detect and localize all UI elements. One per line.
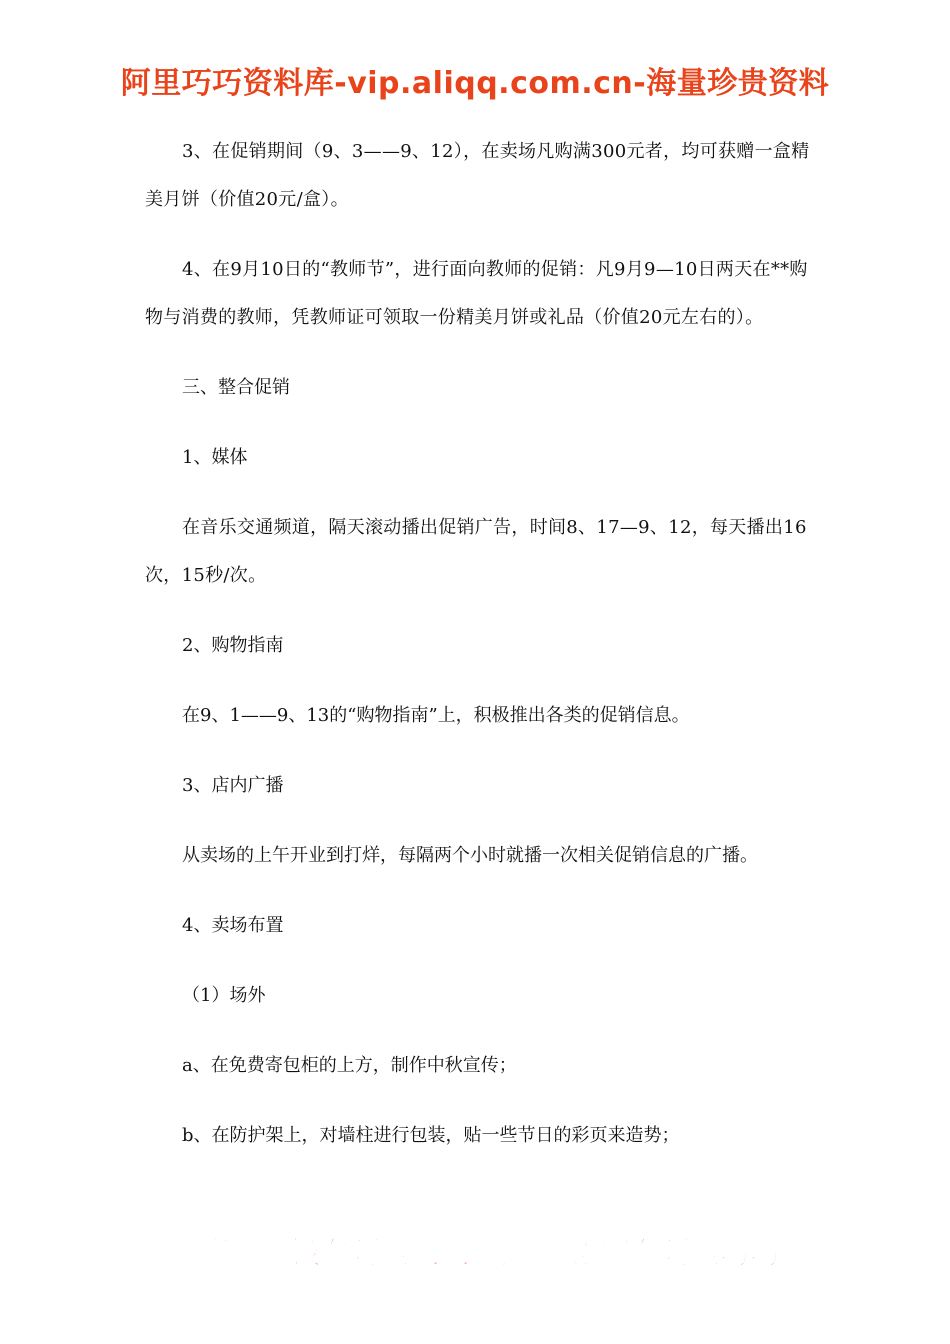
footer-banner: 靠商品赚钱在阿里巴巴 用智慧创富在阿里巧巧	[169, 1236, 781, 1271]
paragraph-shopping-guide: 在9、1——9、13的“购物指南”上，积极推出各类的促销信息。	[182, 705, 690, 726]
subheading-media: 1、媒体	[182, 447, 248, 468]
list-item-b: b、在防护架上，对墙柱进行包装，贴一些节日的彩页来造势；	[182, 1125, 680, 1146]
subheading-shopping-guide: 2、购物指南	[182, 635, 284, 656]
paragraph-promo-3: 3、在促销期间（9、3——9、12），在卖场凡购满300元者，均可获赠一盒精美月饼（价值20元/盒）。	[145, 141, 810, 210]
paragraph-media: 在音乐交通频道，隔天滚动播出促销广告，时间8、17—9、12，每天播出16次，15秒/次。	[145, 517, 807, 586]
subheading-store-layout: 4、卖场布置	[182, 915, 284, 936]
document-body	[145, 128, 810, 1182]
subheading-outdoor: （1）场外	[182, 985, 266, 1006]
paragraph-store-broadcast: 从卖场的上午开业到打烊，每隔两个小时就播一次相关促销信息的广播。	[182, 845, 758, 866]
header-banner: 阿里巧巧资料库-vip.aliqq.com.cn-海量珍贵资料	[120, 66, 830, 101]
subheading-store-broadcast: 3、店内广播	[182, 775, 284, 796]
paragraph-promo-4: 4、在9月10日的“教师节”，进行面向教师的促销：凡9月9—10日两天在**购物与消费的教师，凭教师证可领取一份精美月饼或礼品（价值20元左右的）。	[145, 259, 808, 328]
list-item-a: a、在免费寄包柜的上方，制作中秋宣传；	[182, 1055, 517, 1076]
section-heading-integrated-promotion: 三、整合促销	[182, 377, 290, 398]
